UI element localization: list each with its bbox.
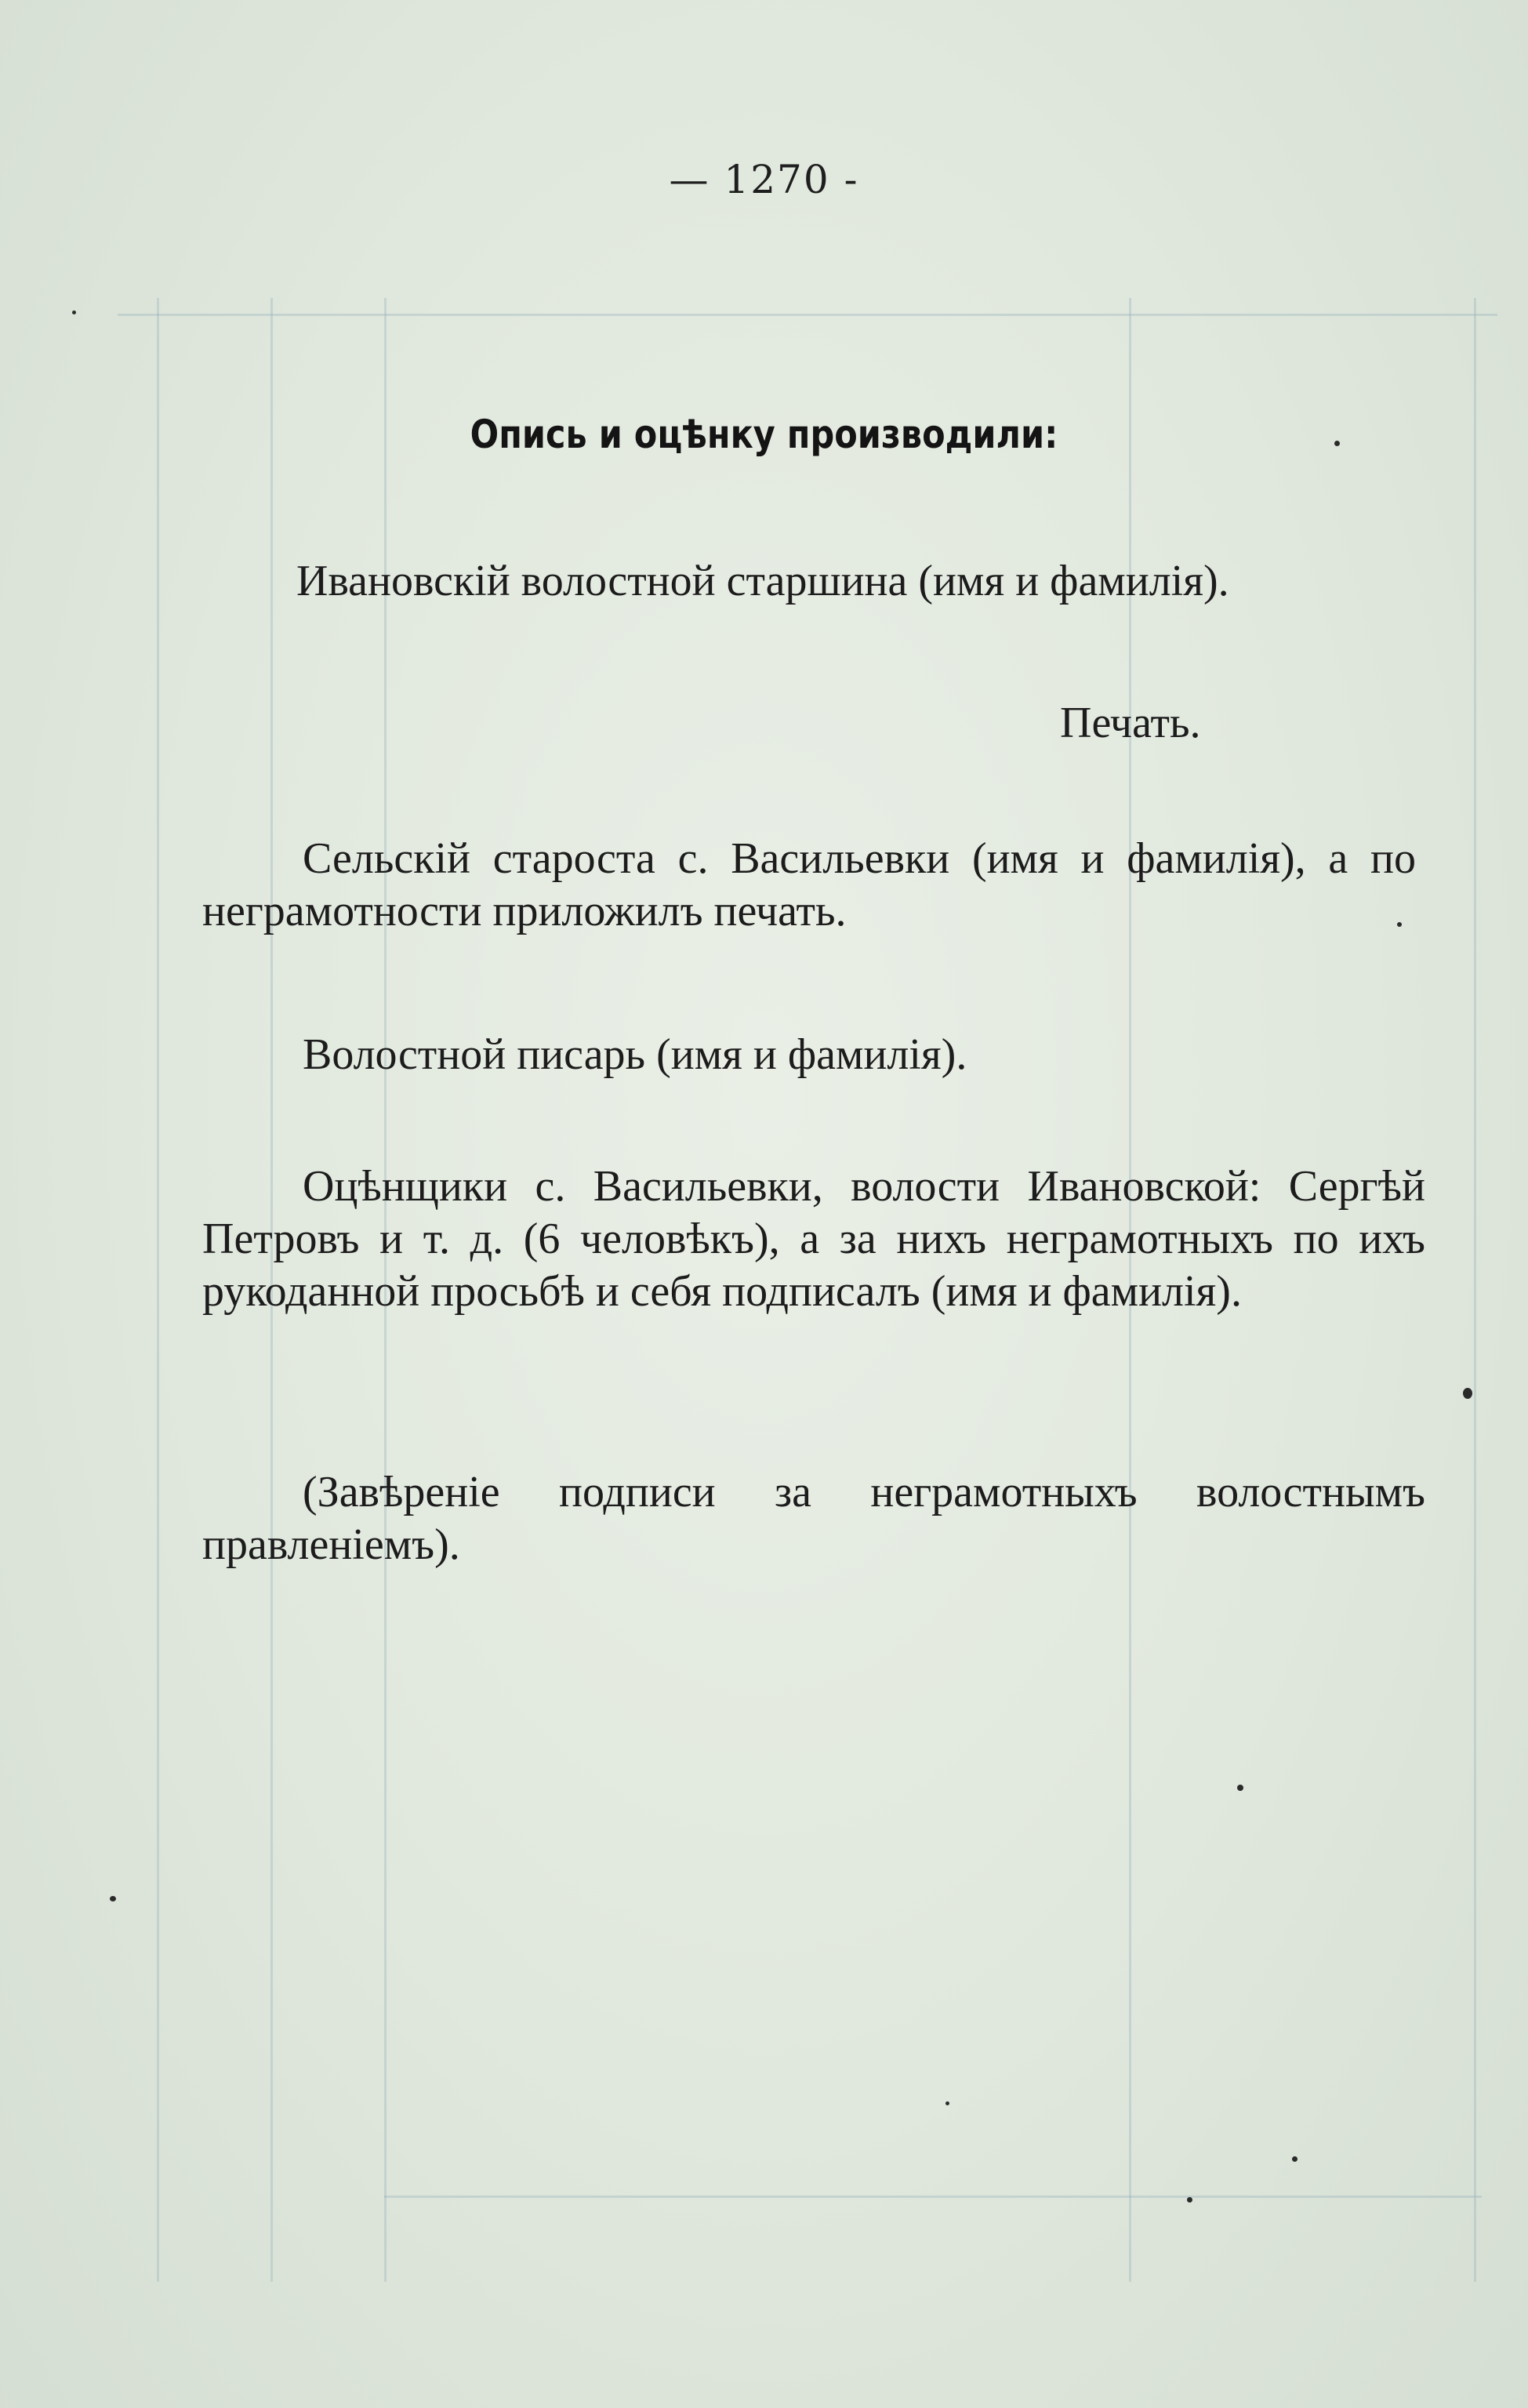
paragraph-starshina: Ивановскій волостной старшина (имя и фамилія). <box>296 557 1229 605</box>
bleed-through-line <box>384 2196 1482 2198</box>
paragraph-starosta: Сельскій староста с. Васильевки (имя и фамилія), а по неграмотности приложилъ печать. <box>202 834 1416 935</box>
print-speck <box>110 1896 116 1901</box>
paragraph-zaverenie: (Завѣреніе подписи за неграмотныхъ волостнымъ правленіемъ). <box>202 1468 1425 1569</box>
bleed-through-line <box>1474 298 1476 2282</box>
print-speck <box>1334 441 1340 446</box>
bleed-through-line <box>157 298 159 2282</box>
print-speck <box>945 2101 949 2105</box>
page-number: — 1270 - <box>669 157 859 202</box>
seal-note: Печать. <box>1060 699 1201 747</box>
section-heading: Опись и оцѣнку производили: <box>470 412 1058 457</box>
print-speck <box>1237 1785 1243 1791</box>
print-speck <box>1187 2197 1192 2203</box>
print-speck <box>1397 922 1402 927</box>
bleed-through-line <box>118 314 1497 316</box>
paragraph-pisar: Волостной писарь (имя и фамилія). <box>303 1030 967 1079</box>
print-speck <box>72 311 76 314</box>
print-speck <box>1292 2156 1298 2162</box>
paragraph-ocenshchiki: Оцѣнщики с. Васильевки, волости Ивановской: Сергѣй Петровъ и т. д. (6 человѣкъ), а за нихъ неграмотныхъ по ихъ рукоданной просьбѣ и себя подписалъ (имя и фамилія). <box>202 1162 1425 1316</box>
print-speck <box>1463 1388 1472 1399</box>
